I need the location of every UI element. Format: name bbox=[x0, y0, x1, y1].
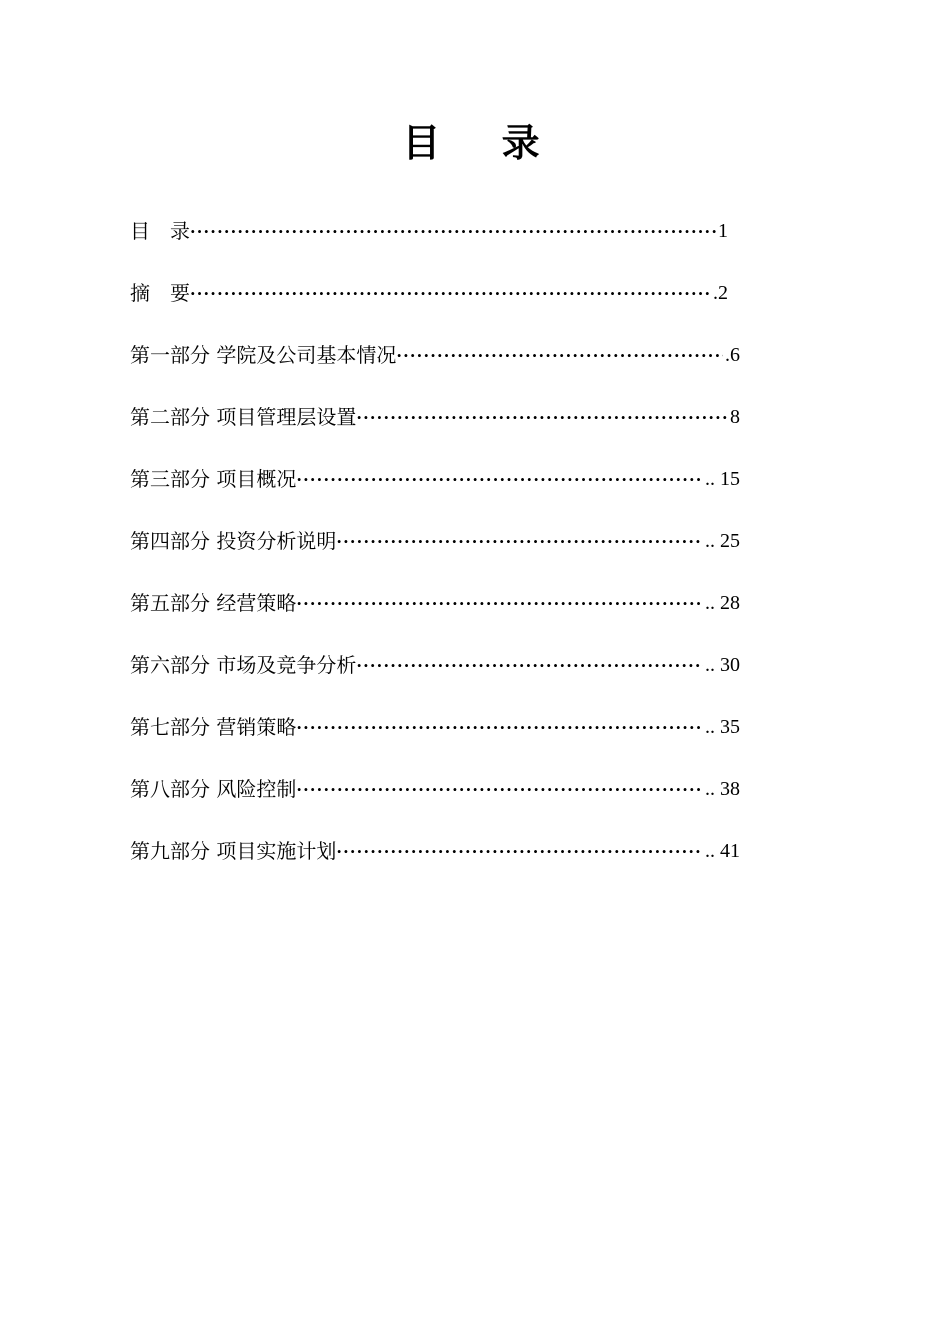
toc-dot-leader bbox=[356, 644, 703, 686]
toc-dot-leader bbox=[296, 768, 703, 810]
toc-dot-leader bbox=[296, 458, 703, 500]
toc-entry-page: 1 bbox=[718, 220, 728, 242]
toc-dot-leader bbox=[190, 210, 716, 252]
toc-dot-leader bbox=[356, 396, 728, 438]
toc-entry bbox=[130, 510, 740, 572]
toc-entry-page: .. 25 bbox=[705, 530, 740, 552]
toc-entry-label: 第六部分 市场及竞争分析 bbox=[130, 653, 357, 677]
toc-entry-label: 目 录 bbox=[130, 219, 190, 243]
toc-entry-label: 第九部分 项目实施计划 bbox=[130, 839, 337, 863]
toc-entry-label: 第五部分 经营策略 bbox=[130, 591, 297, 615]
toc-entry-label: 摘 要 bbox=[130, 281, 190, 305]
toc-entry bbox=[130, 572, 740, 634]
toc-entry-page: 8 bbox=[730, 406, 740, 428]
toc-entry-page: .6 bbox=[725, 344, 740, 366]
toc-dot-leader bbox=[190, 272, 711, 314]
toc-entry-label: 第二部分 项目管理层设置 bbox=[130, 405, 357, 429]
toc-entry-page: .. 41 bbox=[705, 840, 740, 862]
toc-entry bbox=[130, 386, 740, 448]
toc-entry-page: .. 15 bbox=[705, 468, 740, 490]
toc-dot-leader bbox=[336, 520, 703, 562]
toc-dot-leader bbox=[296, 582, 703, 624]
toc-entry-label: 第四部分 投资分析说明 bbox=[130, 529, 337, 553]
toc-entry bbox=[130, 758, 740, 820]
toc-entry bbox=[130, 200, 728, 262]
toc-entry bbox=[130, 820, 740, 882]
toc-entry bbox=[130, 696, 740, 758]
table-of-contents bbox=[130, 200, 750, 882]
toc-entry-label: 第一部分 学院及公司基本情况 bbox=[130, 343, 397, 367]
toc-dot-leader bbox=[396, 334, 723, 376]
toc-entry-label: 第三部分 项目概况 bbox=[130, 467, 297, 491]
toc-entry-label: 第七部分 营销策略 bbox=[130, 715, 297, 739]
toc-dot-leader bbox=[336, 830, 703, 872]
toc-entry-page: .. 35 bbox=[705, 716, 740, 738]
page-title: 目 录 bbox=[402, 121, 564, 165]
toc-dot-leader bbox=[296, 706, 703, 748]
toc-entry-page: .. 28 bbox=[705, 592, 740, 614]
toc-entry bbox=[130, 448, 740, 510]
toc-entry bbox=[130, 324, 740, 386]
toc-entry bbox=[130, 262, 728, 324]
toc-entry-page: .2 bbox=[713, 282, 728, 304]
toc-entry-label: 第八部分 风险控制 bbox=[130, 777, 297, 801]
toc-entry-page: .. 38 bbox=[705, 778, 740, 800]
toc-entry bbox=[130, 634, 740, 696]
toc-entry-page: .. 30 bbox=[705, 654, 740, 676]
